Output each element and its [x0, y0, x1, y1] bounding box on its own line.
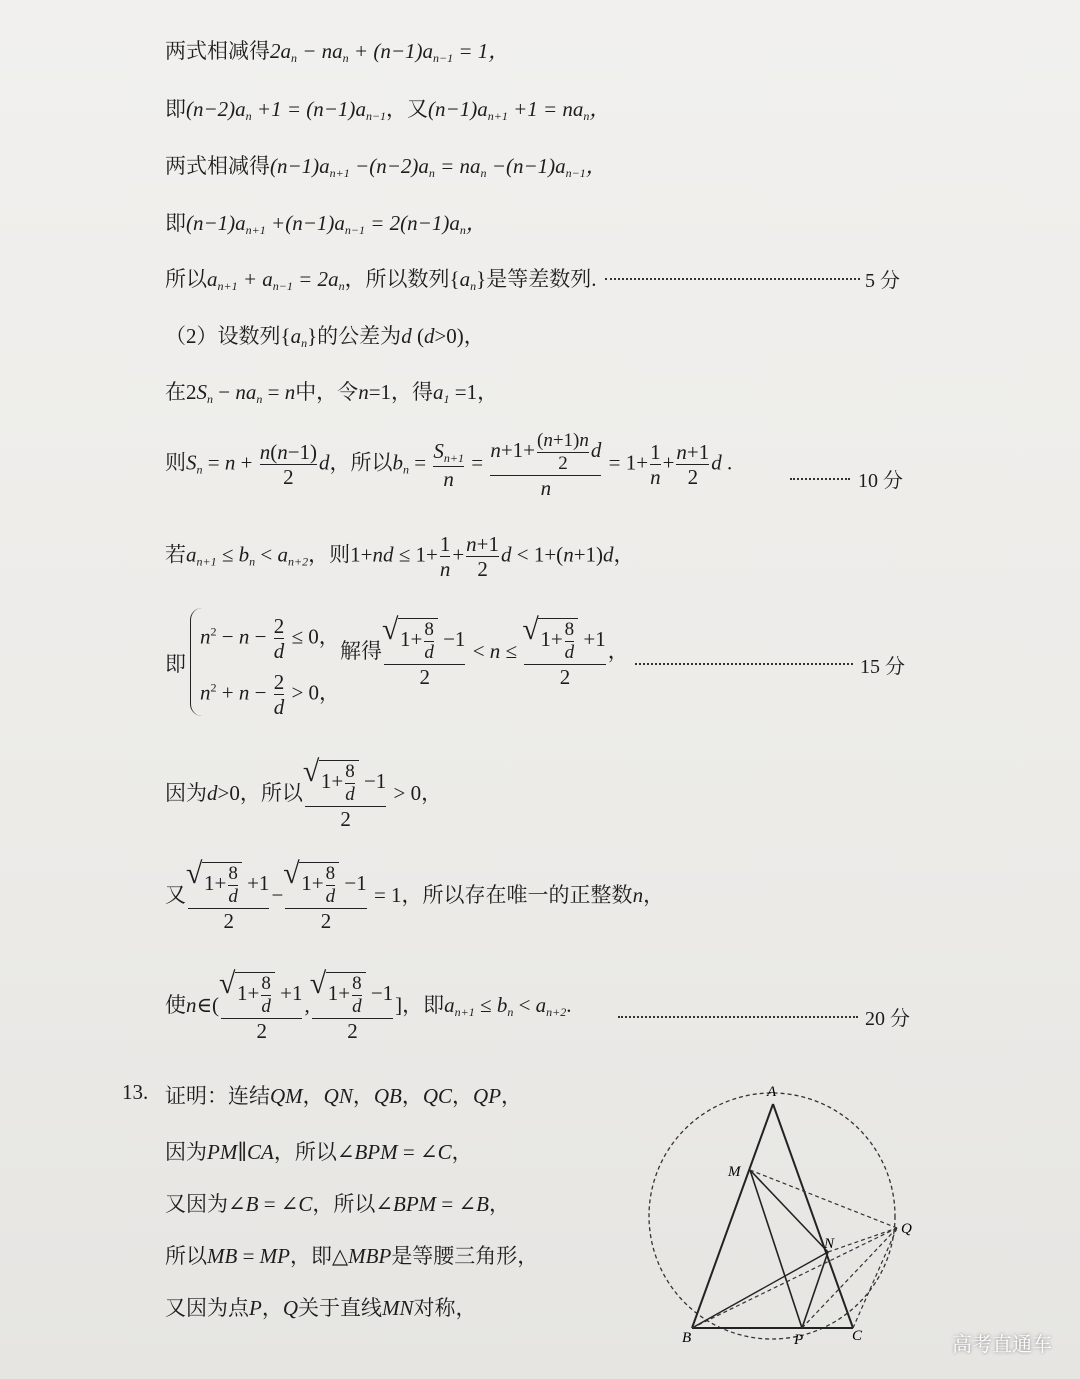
segment-AB	[692, 1104, 773, 1328]
score-15: 15 分	[860, 656, 905, 678]
problem-13-line-3: 又因为∠B = ∠C，所以∠BPM = ∠B，	[165, 1192, 510, 1216]
label-A: A	[767, 1084, 777, 1100]
solution-line-13: 使n∈( √ 1+ $\frac{8}{d}$ +1 2 , √ 1+ $\frac{8}{d}$ −1 2 ]，即$a_{n+1} \le b_n < a_{n+2}$.	[165, 972, 572, 1043]
solution-line-9: 若$a_{n+1} \le b_n < a_{n+2}$，则1+nd ≤ 1+ $\frac{1}{n}$ + $\frac{n+1}{2}$ d < 1+(n+1)d，	[165, 532, 635, 582]
label-N: N	[824, 1236, 835, 1252]
score-5: 5 分	[865, 270, 900, 292]
problem-13-number: 13.	[122, 1080, 149, 1104]
solution-line-12: 又 √ 1+ $\frac{8}{d}$ +1 2 − √ 1+ $\frac{8}{d}$ −1 2 = 1，所以存在唯一的正整数n，	[165, 862, 664, 933]
solution-line-1: 两式相减得$2a_n - na_n + (n-1)a_{n-1} = 1$，	[165, 39, 510, 65]
segment-QP	[802, 1228, 897, 1328]
segment-MP	[750, 1170, 802, 1328]
segment-QM	[750, 1170, 897, 1228]
solution-line-7: 在$2S_n - na_n = n$中，令n=1，得$a_1 =1$，	[165, 380, 499, 406]
label-C: C	[852, 1328, 863, 1344]
score-dots-20	[618, 1016, 858, 1018]
label-Q: Q	[901, 1221, 912, 1237]
segment-BN	[692, 1252, 828, 1328]
label-B: B	[682, 1330, 692, 1346]
solution-line-10-prefix: 即	[165, 652, 186, 676]
solution-line-6: （2）设数列$\{a_n\}$的公差为d (d>0)，	[165, 324, 485, 350]
watermark-text: 高考直通车	[952, 1332, 1052, 1356]
solution-line-4: 即$(n-1)a_{n+1} +(n-1)a_{n-1} = 2(n-1)a_n$，	[165, 211, 487, 237]
solution-line-2: 即$(n-2)a_n +1 = (n-1)a_{n-1}$，又$(n-1)a_{n+1} +1 = na_n$，	[165, 97, 611, 123]
solution-line-10-result: 解得 √ 1+ $\frac{8}{d}$ −1 2 < n ≤ √ 1+ $\frac{8}{d}$ +1 2 ，	[340, 618, 629, 689]
score-dots-15	[635, 663, 853, 665]
system-ineq-2: $n^2 + n$ − $\frac{2}{d}$ > 0，	[200, 670, 341, 720]
circumcircle	[649, 1093, 895, 1339]
system-ineq-1: $n^2 - n$ − $\frac{2}{d}$ ≤ 0，	[200, 614, 340, 664]
score-dots-5	[605, 278, 860, 280]
score-20: 20 分	[865, 1008, 910, 1030]
problem-13-line-4: 所以MB = MP，即△MBP是等腰三角形，	[165, 1244, 539, 1268]
solution-line-8: 则$S_n = n$ + $\frac{n(n-1)}{2}$ d，所以$b_n$ = $\frac{S_{n+1}}{n}$ = n+1+ $\frac{(n+1)n}{2}$ d n = 1+ $\frac{1}{n}$ + $\frac{n+1}{2}$ d .	[165, 430, 733, 500]
solution-line-11: 因为d>0，所以 √ 1+ $\frac{8}{d}$ −1 2 > 0，	[165, 760, 442, 831]
solution-line-3: 两式相减得$(n-1)a_{n+1} -(n-2)a_n = na_n -(n-1)a_{n-1}$，	[165, 154, 607, 180]
segment-QN	[828, 1228, 897, 1252]
problem-13-line-1: 证明：连结QM，QN，QB，QC，QP，	[165, 1084, 523, 1108]
score-dots-10	[790, 478, 850, 480]
segment-MN	[750, 1170, 828, 1252]
label-P: P	[794, 1332, 804, 1348]
problem-13-line-2: 因为PM∥CA，所以∠BPM = ∠C，	[165, 1140, 473, 1164]
problem-13-line-5: 又因为点P，Q关于直线MN对称，	[165, 1296, 477, 1320]
solution-line-5: 所以$a_{n+1} + a_{n-1} = 2a_n$，所以数列$\{a_n\}$是等差数列.	[165, 267, 597, 293]
geometry-figure	[640, 1078, 930, 1358]
score-10: 10 分	[858, 470, 903, 492]
label-M: M	[728, 1164, 741, 1180]
segment-QC	[853, 1228, 897, 1328]
